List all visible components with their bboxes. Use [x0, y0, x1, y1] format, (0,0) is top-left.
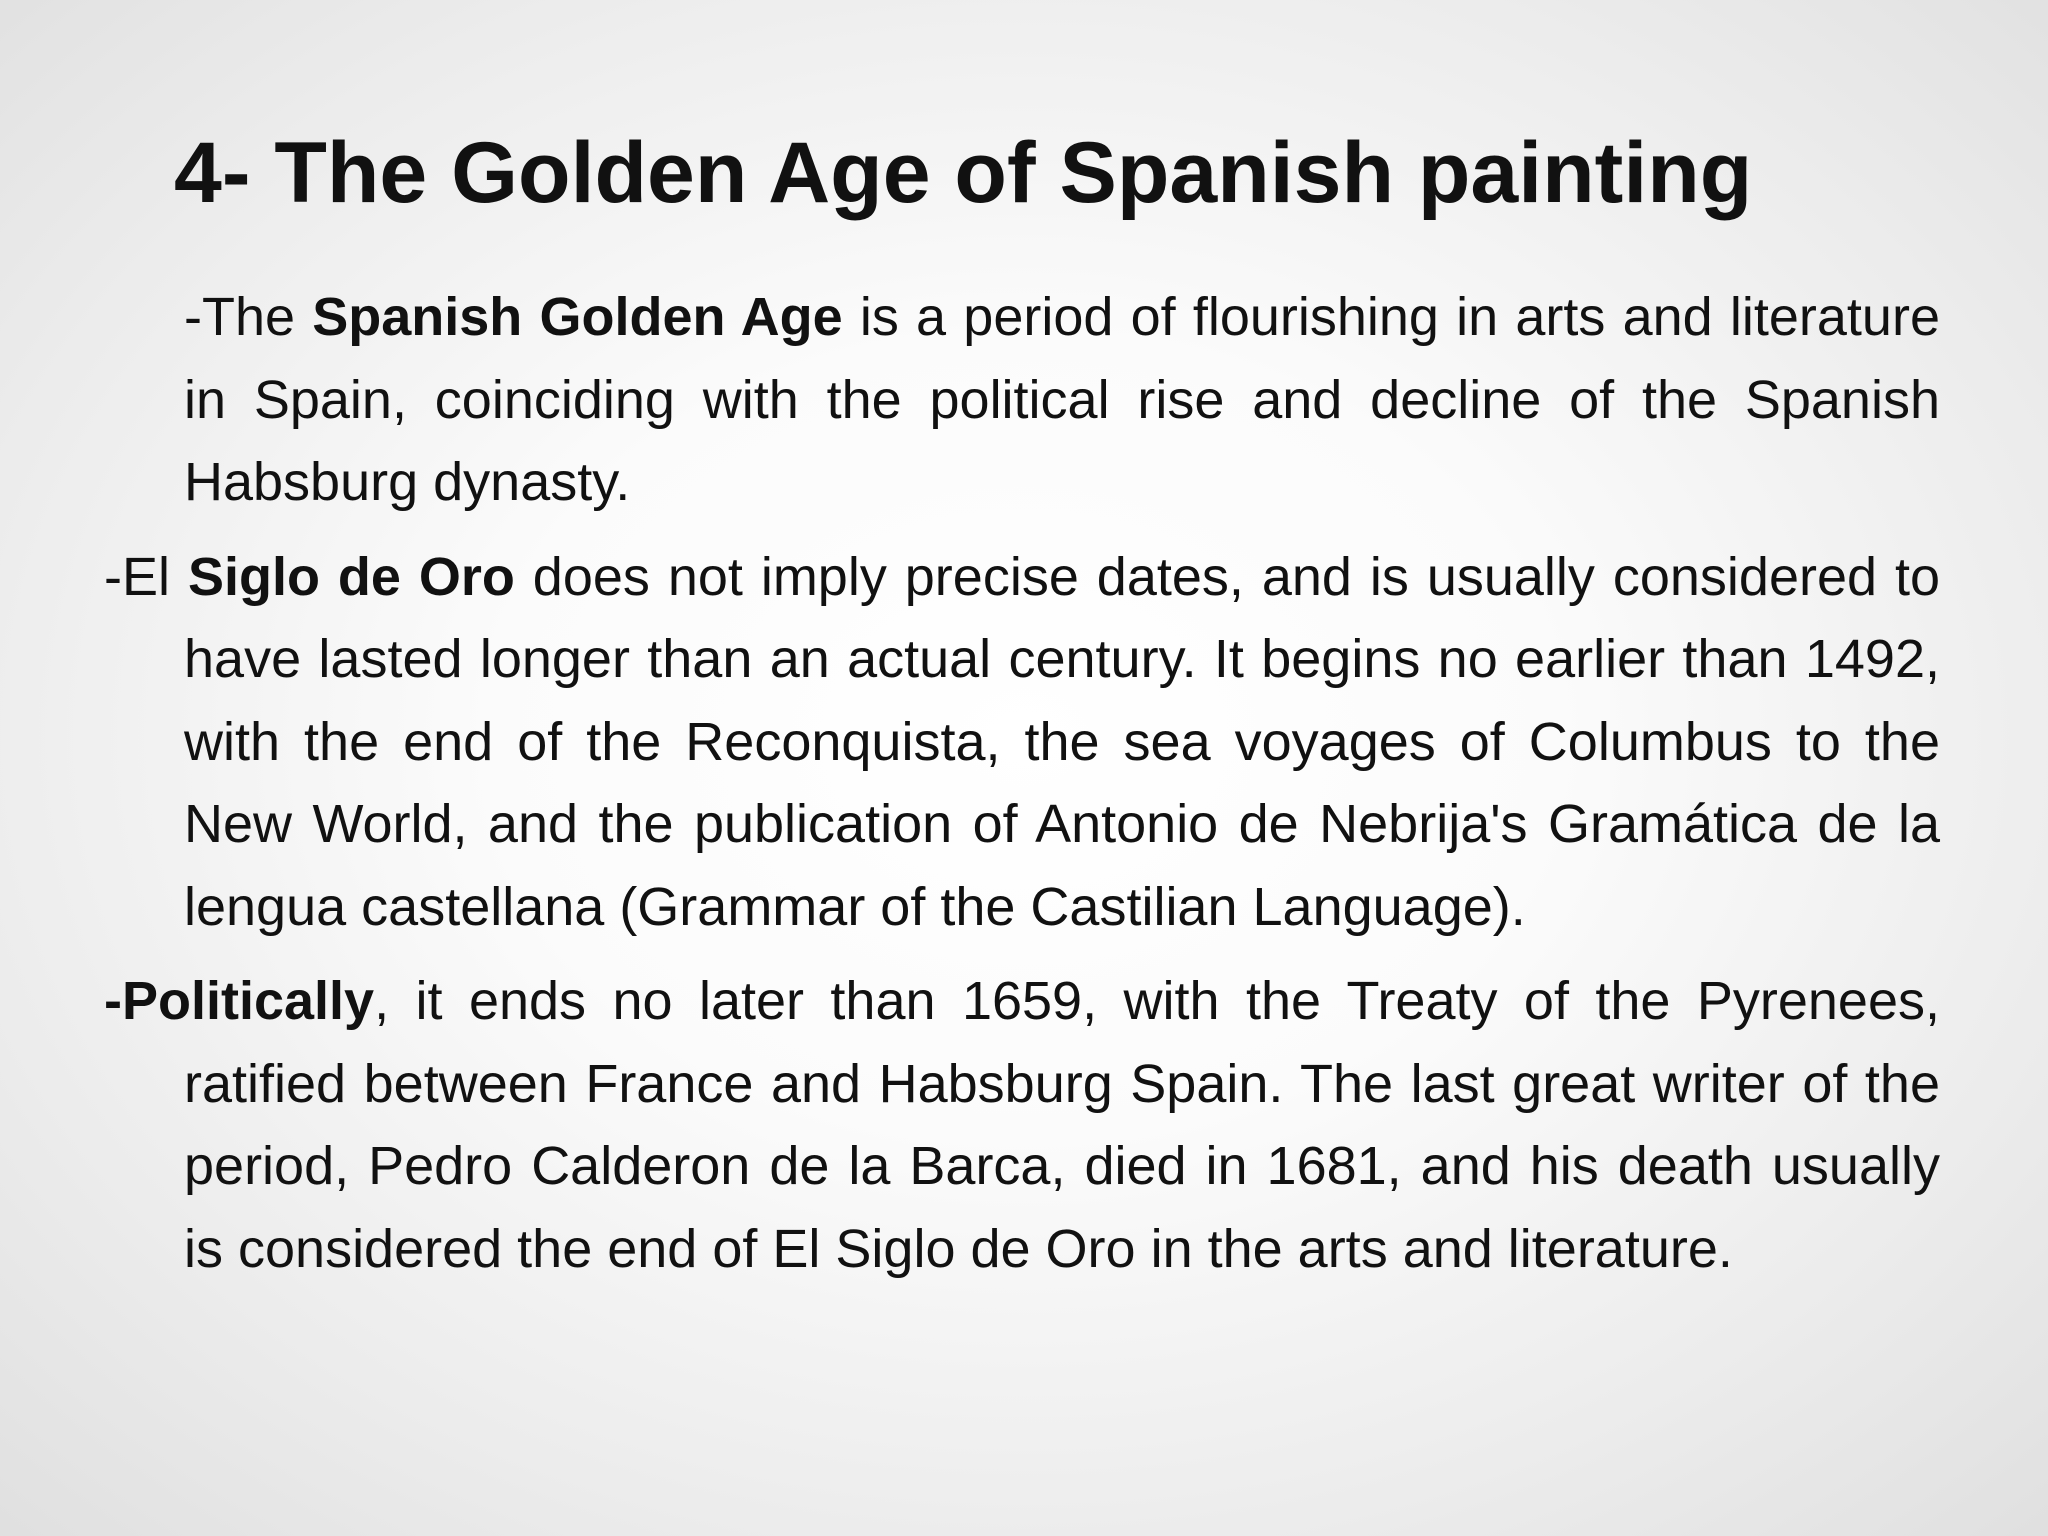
paragraph-political-end: [104, 960, 1940, 1290]
paragraph-golden-age-definition: [104, 276, 1940, 524]
paragraph-siglo-de-oro-dates: [104, 536, 1940, 949]
paragraph-lead: -El: [104, 546, 188, 607]
paragraph-bold-term: Siglo de Oro: [187, 546, 515, 607]
slide-body: [104, 276, 1940, 1290]
slide-title: 4- The Golden Age of Spanish painting: [174, 125, 1753, 221]
paragraph-text: , it ends no later than 1659, with the Treaty of the Pyrenees, ratified between France and Habsburg Spain. The last great writer of the period, Pedro Calderon de la Barca, died in 1681, and his death usually is considered the end of El Siglo de Oro in the arts and literature.: [184, 971, 1940, 1279]
paragraph-text: is a period of flourishing in arts and literature in Spain, coinciding with the political rise and decline of the Spanish Habsburg dynasty.: [184, 287, 1940, 512]
paragraph-bold-term: Spanish Golden Age: [312, 287, 843, 347]
paragraph-text: does not imply precise dates, and is usually considered to have lasted longer than an actual century. It begins no earlier than 1492, with the end of the Reconquista, the sea voyages of Columbus to the New World, and the publication of Antonio de Nebrija's Gramática de la lengua castellana (Grammar of the Castilian Language).: [184, 546, 1940, 937]
paragraph-bold-term: -Politically: [104, 971, 375, 1031]
paragraph-lead: -The: [184, 287, 313, 347]
